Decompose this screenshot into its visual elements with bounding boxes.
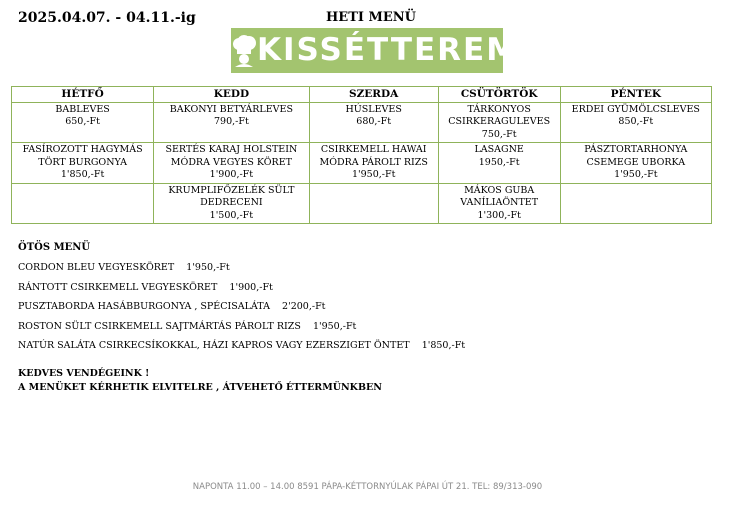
menu-cell xyxy=(438,102,560,143)
menu-cell xyxy=(560,183,711,224)
set-menu-item-price: 2'200,-Ft xyxy=(282,301,326,312)
weekly-menu-table xyxy=(11,86,712,224)
menu-cell xyxy=(560,102,711,143)
dish-price: 1'950,-Ft xyxy=(614,169,658,180)
dish-name: LASAGNE xyxy=(474,144,524,155)
set-menu-item-price: 1'950,-Ft xyxy=(312,320,357,332)
set-menu-item-price: 1'850,-Ft xyxy=(421,340,466,351)
dish-price: 1'300,-Ft xyxy=(477,209,521,221)
notice-line: A MENÜKET KÉRHETIK ELVITELRE , ÁTVEHETŐ ÉTTERMÜNKBEN xyxy=(18,381,382,393)
set-menu-item xyxy=(18,262,465,282)
page-title: HETI MENÜ xyxy=(326,10,416,25)
set-menu-item-name: PUSZTABORDA HASÁBBURGONYA , SPÉCISALÁTA xyxy=(18,301,270,312)
set-menu-item xyxy=(18,340,465,360)
dish-name: SERTÉS KARAJ HOLSTEIN xyxy=(165,144,298,155)
menu-cell xyxy=(154,183,309,224)
day-header: KEDD xyxy=(154,87,309,103)
day-header: PÉNTEK xyxy=(560,87,711,103)
menu-cell xyxy=(560,143,711,184)
set-menu-list xyxy=(18,262,465,360)
dish-name: MÁKOS GUBA xyxy=(464,184,535,196)
dish-price: 1950,-Ft xyxy=(478,156,520,168)
day-header: HÉTFŐ xyxy=(12,87,154,103)
set-menu-item-price: 1'950,-Ft xyxy=(186,262,230,273)
dish-name: TÁRKONYOS xyxy=(467,103,531,115)
day-header: SZERDA xyxy=(309,87,438,103)
restaurant-logo xyxy=(231,28,520,73)
dish-name: DEDRECENI xyxy=(200,197,263,208)
menu-cell xyxy=(438,143,560,184)
dish-name: BAKONYI BETYÁRLEVES xyxy=(169,103,293,115)
dish-name: CSIRKERAGULEVES xyxy=(448,116,551,127)
dish-name: ERDEI GYÜMÖLCSLEVES xyxy=(571,103,700,115)
notice-line: KEDVES VENDÉGEINK ! xyxy=(18,368,150,379)
set-menu-item-name: ROSTON SÜLT CSIRKEMELL SAJTMÁRTÁS PÁROLT RIZS xyxy=(18,320,301,332)
dish-price: 650,-Ft xyxy=(65,116,100,127)
menu-cell xyxy=(12,102,154,143)
menu-cell xyxy=(438,183,560,224)
dish-price: 790,-Ft xyxy=(213,116,249,127)
day-header: CSÜTÖRTÖK xyxy=(438,87,560,103)
menu-cell xyxy=(309,183,438,224)
dish-name: TÖRT BURGONYA xyxy=(38,156,127,168)
menu-row xyxy=(12,143,712,184)
set-menu-item-price: 1'900,-Ft xyxy=(229,281,273,293)
day-header-row xyxy=(12,87,712,103)
dish-price: 680,-Ft xyxy=(356,116,392,127)
dish-name: PÁSZTORTARHONYA xyxy=(584,144,688,155)
set-menu-item xyxy=(18,321,465,341)
set-menu-item-name: NATÚR SALÁTA CSIRKECSÍKOKKAL, HÁZI KAPROS VAGY EZERSZIGET ÖNTET xyxy=(18,340,410,351)
menu-cell xyxy=(12,143,154,184)
footer-info: NAPONTA 11.00 – 14.00 8591 PÁPA-KÉTTORNYÚLAK PÁPAI ÚT 21. TEL: 89/313-090 xyxy=(192,482,543,492)
menu-cell xyxy=(154,102,309,143)
chef-hat-icon xyxy=(231,28,257,73)
dish-price: 1'850,-Ft xyxy=(60,169,105,180)
dish-price: 850,-Ft xyxy=(618,116,654,127)
dish-name: MÓDRA PÁROLT RIZS xyxy=(319,156,428,168)
notice xyxy=(18,367,382,394)
menu-cell xyxy=(309,102,438,143)
dish-price: 1'950,-Ft xyxy=(351,169,396,180)
dish-name: FASÍROZOTT HAGYMÁS xyxy=(22,144,143,155)
set-menu-item-name: RÁNTOTT CSIRKEMELL VEGYESKÖRET xyxy=(18,281,218,293)
dish-name: CSEMEGE UBORKA xyxy=(586,156,686,168)
menu-cell xyxy=(309,143,438,184)
menu-row xyxy=(12,183,712,224)
set-menu-item xyxy=(18,301,465,321)
set-menu-item xyxy=(18,282,465,302)
menu-cell xyxy=(154,143,309,184)
set-menu-title: ÖTÖS MENÜ xyxy=(18,242,91,253)
dish-name: KRUMPLIFŐZELÉK SÜLT xyxy=(168,184,295,196)
dish-price: 750,-Ft xyxy=(481,128,517,140)
menu-row xyxy=(12,102,712,143)
date-range: 2025.04.07. - 04.11.-ig xyxy=(18,10,196,26)
dish-name: BABLEVES xyxy=(55,103,110,115)
logo-text: KISSÉTTEREM xyxy=(257,32,520,68)
dish-price: 1'500,-Ft xyxy=(209,209,254,221)
menu-cell xyxy=(12,183,154,224)
dish-name: HÚSLEVES xyxy=(345,103,402,115)
set-menu-item-name: CORDON BLEU VEGYESKÖRET xyxy=(18,262,175,273)
dish-price: 1'900,-Ft xyxy=(209,169,254,180)
dish-name: VANÍLIAÖNTET xyxy=(460,197,539,208)
dish-name: MÓDRA VEGYES KÖRET xyxy=(170,156,292,168)
dish-name: CSIRKEMELL HAWAI xyxy=(320,144,427,155)
